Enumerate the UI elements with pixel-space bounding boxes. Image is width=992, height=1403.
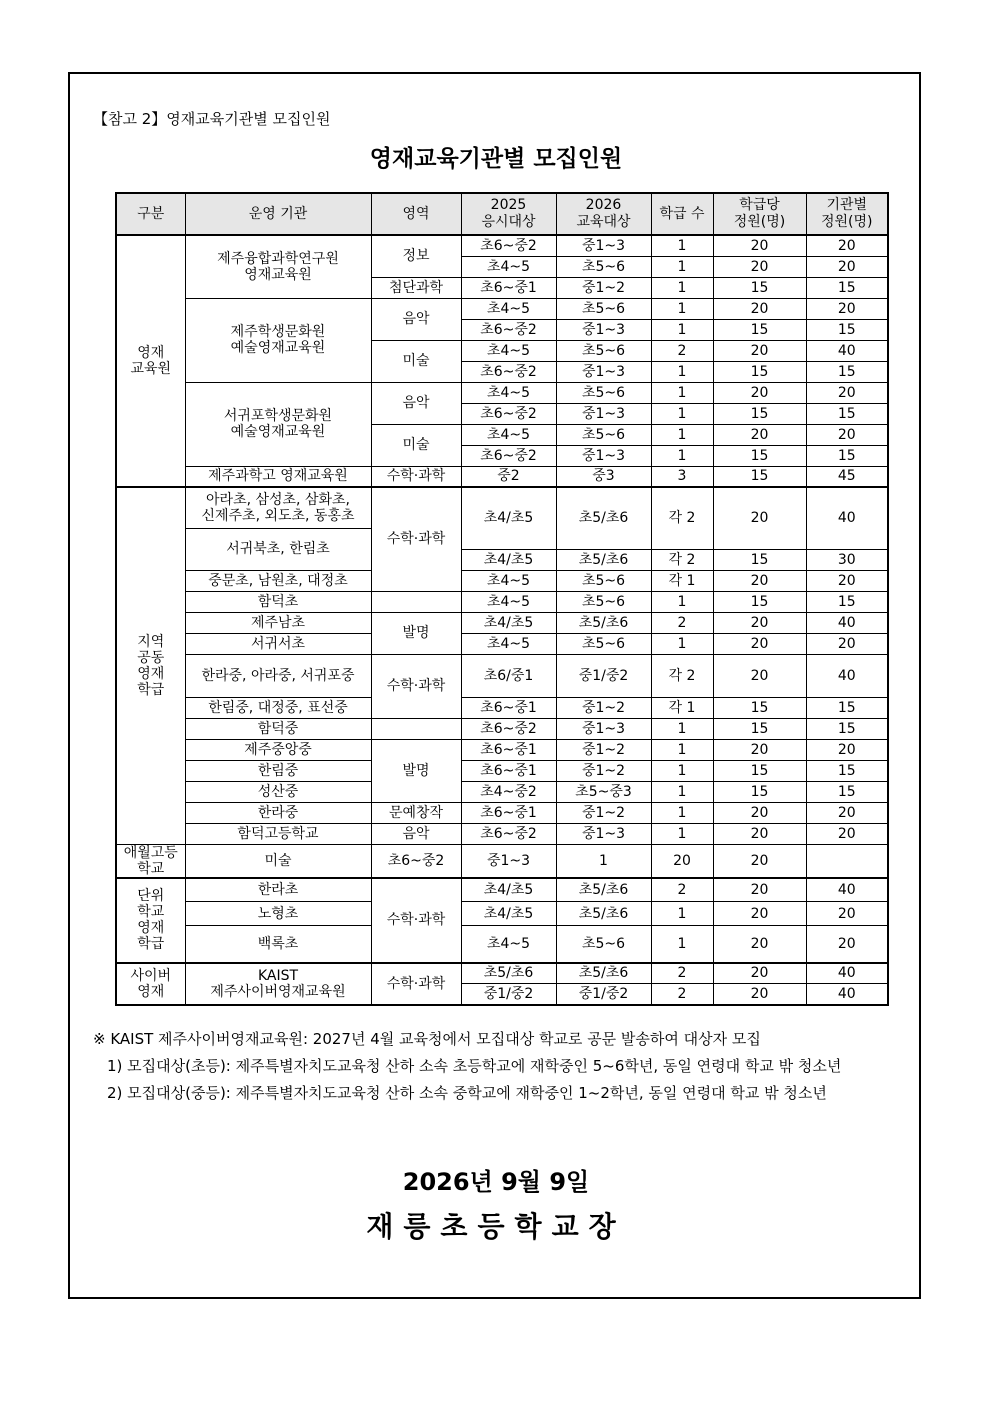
target-2026-cell: 초5~6: [556, 340, 651, 361]
total-cell: 20: [806, 739, 888, 760]
per-class-cell: 20: [713, 902, 806, 926]
total-cell: 20: [806, 570, 888, 591]
total-cell: 20: [713, 844, 806, 878]
total-cell: 30: [806, 549, 888, 570]
target-2026-cell: 중1~2: [556, 802, 651, 823]
target-2026-cell: 중3: [556, 466, 651, 487]
classes-cell: 1: [651, 718, 713, 739]
target-2026-cell: 중1~2: [556, 760, 651, 781]
area-cell: 첨단과학: [371, 277, 461, 298]
target-2026-cell: 초5/초6: [556, 487, 651, 549]
header-target-2025: 2025 응시대상: [461, 193, 556, 235]
total-cell: 15: [806, 277, 888, 298]
table-row: [116, 633, 888, 654]
per-class-cell: 20: [713, 633, 806, 654]
classes-cell: 각 2: [651, 549, 713, 570]
classes-cell: 1: [651, 926, 713, 963]
target-2025-cell: 초6~중2: [371, 844, 461, 878]
classes-cell: 2: [651, 878, 713, 902]
group-gifted-center: 영재 교육원: [116, 235, 185, 487]
classes-cell: 각 1: [651, 697, 713, 718]
table-row: [116, 781, 888, 802]
target-2026-cell: 중1~3: [556, 823, 651, 844]
table-row: [116, 382, 888, 403]
classes-cell: 1: [651, 902, 713, 926]
classes-cell: 각 2: [651, 654, 713, 697]
classes-cell: 1: [651, 823, 713, 844]
target-2025-cell: 초4~5: [461, 298, 556, 319]
institution-cell: 중문초, 남원초, 대정초: [185, 570, 371, 591]
per-class-cell: 20: [713, 878, 806, 902]
per-class-cell: 15: [713, 549, 806, 570]
table-row: [116, 654, 888, 697]
per-class-cell: 20: [713, 984, 806, 1005]
area-cell-empty: [371, 591, 461, 612]
per-class-cell: 20: [713, 340, 806, 361]
per-class-cell: 20: [713, 487, 806, 549]
target-2026-cell: 중1~3: [461, 844, 556, 878]
total-cell: 20: [806, 823, 888, 844]
institution-cell: 제주남초: [185, 612, 371, 633]
classes-cell: 1: [651, 382, 713, 403]
classes-cell: 1: [651, 424, 713, 445]
classes-cell: 1: [651, 802, 713, 823]
total-cell: 40: [806, 487, 888, 549]
per-class-cell: 20: [713, 298, 806, 319]
total-cell: 15: [806, 697, 888, 718]
target-2025-cell: 초6~중2: [461, 823, 556, 844]
header-target-2026: 2026 교육대상: [556, 193, 651, 235]
table-row: [116, 760, 888, 781]
total-cell: 40: [806, 963, 888, 984]
per-class-cell: 20: [713, 963, 806, 984]
target-2025-cell: 초6~중1: [461, 760, 556, 781]
target-2025-cell: 초6~중2: [461, 718, 556, 739]
target-2026-cell: 초5/초6: [556, 963, 651, 984]
area-cell: 수학·과학: [371, 487, 461, 591]
per-class-cell: 20: [713, 926, 806, 963]
total-cell: 15: [806, 591, 888, 612]
total-cell: 40: [806, 878, 888, 902]
target-2025-cell: 초6/중1: [461, 654, 556, 697]
target-2025-cell: 초4~5: [461, 591, 556, 612]
total-cell: 15: [806, 760, 888, 781]
target-2025-cell: 중2: [461, 466, 556, 487]
table-row: [116, 739, 888, 760]
area-cell: 문예창작: [371, 802, 461, 823]
classes-cell: 1: [651, 633, 713, 654]
area-cell: 발명: [371, 612, 461, 654]
classes-cell: 2: [651, 612, 713, 633]
document-date: 2026년 9월 9일: [402, 1168, 590, 1196]
institution-cell: 함덕고등학교: [185, 823, 371, 844]
classes-cell: 1: [651, 445, 713, 466]
institution-cell: 제주과학고 영재교육원: [185, 466, 371, 487]
target-2025-cell: 중1/중2: [461, 984, 556, 1005]
total-cell: 15: [806, 403, 888, 424]
total-cell: 40: [806, 984, 888, 1005]
area-cell: 수학·과학: [371, 878, 461, 963]
institution-cell: 제주학생문화원 예술영재교육원: [185, 298, 371, 382]
per-class-cell: 20: [713, 424, 806, 445]
classes-cell: 1: [651, 591, 713, 612]
target-2026-cell: 중1/중2: [556, 654, 651, 697]
per-class-cell: 20: [713, 654, 806, 697]
target-2025-cell: 초4/초5: [461, 878, 556, 902]
total-cell: 40: [806, 654, 888, 697]
institution-cell: 한라중: [185, 802, 371, 823]
target-2026-cell: 초5~중3: [556, 781, 651, 802]
target-2026-cell: 중1~3: [556, 718, 651, 739]
note-line: ※ KAIST 제주사이버영재교육원: 2027년 4월 교육청에서 모집대상 학교로 공문 발송하여 대상자 모집: [93, 1030, 761, 1048]
per-class-cell: 20: [713, 612, 806, 633]
institution-cell: 애월고등학교: [116, 844, 185, 878]
target-2025-cell: 초6~중1: [461, 802, 556, 823]
classes-cell: 1: [651, 298, 713, 319]
per-class-cell: 20: [651, 844, 713, 878]
total-cell: 45: [806, 466, 888, 487]
classes-cell: 2: [651, 963, 713, 984]
table-row: [116, 878, 888, 902]
institution-cell: 한라초: [185, 878, 371, 902]
total-cell: 20: [806, 298, 888, 319]
classes-cell: 1: [651, 319, 713, 340]
institution-cell: 한림중, 대정중, 표선중: [185, 697, 371, 718]
target-2026-cell: 중1/중2: [556, 984, 651, 1005]
institution-cell: 함덕초: [185, 591, 371, 612]
group-school-class: 단위 학교 영재 학급: [116, 878, 185, 963]
header-institution: 운영 기관: [185, 193, 371, 235]
target-2025-cell: 초4~5: [461, 570, 556, 591]
target-2026-cell: 중1~3: [556, 361, 651, 382]
target-2026-cell: 중1~3: [556, 445, 651, 466]
table-row: [116, 466, 888, 487]
total-cell: 40: [806, 340, 888, 361]
per-class-cell: 15: [713, 445, 806, 466]
classes-cell: 3: [651, 466, 713, 487]
classes-cell: 1: [651, 235, 713, 256]
target-2026-cell: 중1~2: [556, 739, 651, 760]
table-row: [116, 902, 888, 926]
total-cell: 15: [806, 718, 888, 739]
area-cell: 음악: [371, 823, 461, 844]
classes-cell: 2: [651, 340, 713, 361]
target-2026-cell: 초5/초6: [556, 549, 651, 570]
target-2025-cell: 초6~중1: [461, 739, 556, 760]
total-cell: 20: [806, 235, 888, 256]
recruitment-table: [115, 192, 889, 1006]
classes-cell: 1: [651, 760, 713, 781]
target-2026-cell: 초5~6: [556, 926, 651, 963]
target-2026-cell: 중1~3: [556, 319, 651, 340]
table-row: [116, 570, 888, 591]
per-class-cell: 20: [713, 823, 806, 844]
per-class-cell: 20: [713, 802, 806, 823]
total-cell: 15: [806, 319, 888, 340]
target-2025-cell: 초6~중2: [461, 403, 556, 424]
institution-cell: 함덕중: [185, 718, 371, 739]
total-cell: 20: [806, 802, 888, 823]
reference-label: 【참고 2】영재교육기관별 모집인원: [93, 110, 331, 128]
total-cell: 20: [806, 256, 888, 277]
target-2026-cell: 초5/초6: [556, 902, 651, 926]
table-row: [116, 926, 888, 963]
total-cell: 15: [806, 445, 888, 466]
header-area: 영역: [371, 193, 461, 235]
classes-cell: 1: [651, 277, 713, 298]
note-line: 1) 모집대상(초등): 제주특별자치도교육청 산하 소속 초등학교에 재학중인 5~6학년, 동일 연령대 학교 밖 청소년: [107, 1057, 842, 1075]
target-2026-cell: 초5/초6: [556, 878, 651, 902]
target-2025-cell: 초4~5: [461, 382, 556, 403]
total-cell: 40: [806, 612, 888, 633]
table-row: [116, 963, 888, 984]
per-class-cell: 15: [713, 277, 806, 298]
target-2025-cell: 초4~5: [461, 340, 556, 361]
per-class-cell: 15: [713, 466, 806, 487]
target-2026-cell: 중1~2: [556, 277, 651, 298]
table-row: [116, 823, 888, 844]
signature-line: 재릉초등학교장: [366, 1210, 626, 1243]
target-2025-cell: 초4~5: [461, 256, 556, 277]
group-regional-class: 지역 공동 영재 학급: [116, 487, 185, 844]
header-total: 기관별 정원(명): [806, 193, 888, 235]
per-class-cell: 15: [713, 319, 806, 340]
target-2025-cell: 초4/초5: [461, 487, 556, 549]
area-cell-empty: [371, 718, 461, 739]
classes-cell: 1: [651, 403, 713, 424]
target-2025-cell: 초4~5: [461, 633, 556, 654]
institution-cell: 한림중: [185, 760, 371, 781]
target-2026-cell: 초5~6: [556, 382, 651, 403]
institution-cell: 백록초: [185, 926, 371, 963]
target-2026-cell: 중1~2: [556, 697, 651, 718]
table-row: [116, 298, 888, 319]
institution-cell: KAIST 제주사이버영재교육원: [185, 963, 371, 1005]
area-cell: 정보: [371, 235, 461, 277]
target-2025-cell: 초4~중2: [461, 781, 556, 802]
table-row: [116, 235, 888, 256]
table-row: [116, 487, 888, 528]
target-2026-cell: 초5~6: [556, 298, 651, 319]
table-row: [116, 697, 888, 718]
total-cell: 15: [806, 361, 888, 382]
total-cell: 20: [806, 382, 888, 403]
header-classes: 학급 수: [651, 193, 713, 235]
per-class-cell: 15: [713, 361, 806, 382]
per-class-cell: 20: [713, 382, 806, 403]
per-class-cell: 15: [713, 718, 806, 739]
per-class-cell: 15: [713, 781, 806, 802]
target-2025-cell: 초4~5: [461, 926, 556, 963]
total-cell: 20: [806, 902, 888, 926]
per-class-cell: 15: [713, 591, 806, 612]
target-2025-cell: 초6~중1: [461, 277, 556, 298]
header-category: 구분: [116, 193, 185, 235]
institution-cell: 제주중앙중: [185, 739, 371, 760]
institution-cell: 서귀서초: [185, 633, 371, 654]
target-2025-cell: 초4/초5: [461, 902, 556, 926]
target-2026-cell: 초5~6: [556, 256, 651, 277]
target-2026-cell: 초5~6: [556, 591, 651, 612]
institution-cell: 제주융합과학연구원 영재교육원: [185, 235, 371, 298]
area-cell: 미술: [185, 844, 371, 878]
area-cell: 음악: [371, 298, 461, 340]
institution-cell: 성산중: [185, 781, 371, 802]
table-row: [116, 612, 888, 633]
classes-cell: 1: [651, 739, 713, 760]
per-class-cell: 20: [713, 739, 806, 760]
area-cell: 수학·과학: [371, 963, 461, 1005]
institution-cell: 노형초: [185, 902, 371, 926]
classes-cell: 1: [651, 361, 713, 382]
per-class-cell: 15: [713, 697, 806, 718]
table-row: [116, 844, 888, 878]
area-cell: 수학·과학: [371, 466, 461, 487]
target-2026-cell: 초5~6: [556, 633, 651, 654]
target-2025-cell: 초6~중1: [461, 697, 556, 718]
target-2026-cell: 중1~3: [556, 235, 651, 256]
per-class-cell: 20: [713, 570, 806, 591]
area-cell: 음악: [371, 382, 461, 424]
institution-cell: 서귀포학생문화원 예술영재교육원: [185, 382, 371, 466]
group-cyber: 사이버 영재: [116, 963, 185, 1005]
target-2026-cell: 중1~3: [556, 403, 651, 424]
note-line: 2) 모집대상(중등): 제주특별자치도교육청 산하 소속 중학교에 재학중인 1~2학년, 동일 연령대 학교 밖 청소년: [107, 1084, 827, 1102]
target-2025-cell: 초6~중2: [461, 445, 556, 466]
institution-cell: 아라초, 삼성초, 삼화초, 신제주초, 외도초, 동홍초: [185, 487, 371, 528]
classes-cell: 2: [651, 984, 713, 1005]
target-2025-cell: 초4~5: [461, 424, 556, 445]
target-2026-cell: 초5~6: [556, 424, 651, 445]
classes-cell: 각 2: [651, 487, 713, 549]
per-class-cell: 15: [713, 403, 806, 424]
institution-cell: 한라중, 아라중, 서귀포중: [185, 654, 371, 697]
per-class-cell: 15: [713, 760, 806, 781]
area-cell: 발명: [371, 739, 461, 802]
classes-cell: 1: [651, 781, 713, 802]
target-2026-cell: 초5~6: [556, 570, 651, 591]
total-cell: 20: [806, 424, 888, 445]
table-row: [116, 591, 888, 612]
header-per-class: 학급당 정원(명): [713, 193, 806, 235]
table-row: [116, 718, 888, 739]
classes-cell: 1: [556, 844, 651, 878]
document-title: 영재교육기관별 모집인원: [369, 146, 623, 172]
target-2026-cell: 초5/초6: [556, 612, 651, 633]
per-class-cell: 20: [713, 235, 806, 256]
target-2025-cell: 초6~중2: [461, 361, 556, 382]
header-row: [116, 193, 888, 235]
target-2025-cell: 초4/초5: [461, 549, 556, 570]
target-2025-cell: 초6~중2: [461, 319, 556, 340]
area-cell: 미술: [371, 424, 461, 466]
classes-cell: 각 1: [651, 570, 713, 591]
total-cell: 15: [806, 781, 888, 802]
classes-cell: 1: [651, 256, 713, 277]
notes-block: [93, 1026, 841, 1107]
total-cell: 20: [806, 633, 888, 654]
per-class-cell: 20: [713, 256, 806, 277]
table-row: [116, 802, 888, 823]
target-2025-cell: 초5/초6: [461, 963, 556, 984]
institution-cell: 서귀북초, 한림초: [185, 528, 371, 570]
area-cell: 수학·과학: [371, 654, 461, 718]
target-2025-cell: 초4/초5: [461, 612, 556, 633]
total-cell: 20: [806, 926, 888, 963]
target-2025-cell: 초6~중2: [461, 235, 556, 256]
area-cell: 미술: [371, 340, 461, 382]
